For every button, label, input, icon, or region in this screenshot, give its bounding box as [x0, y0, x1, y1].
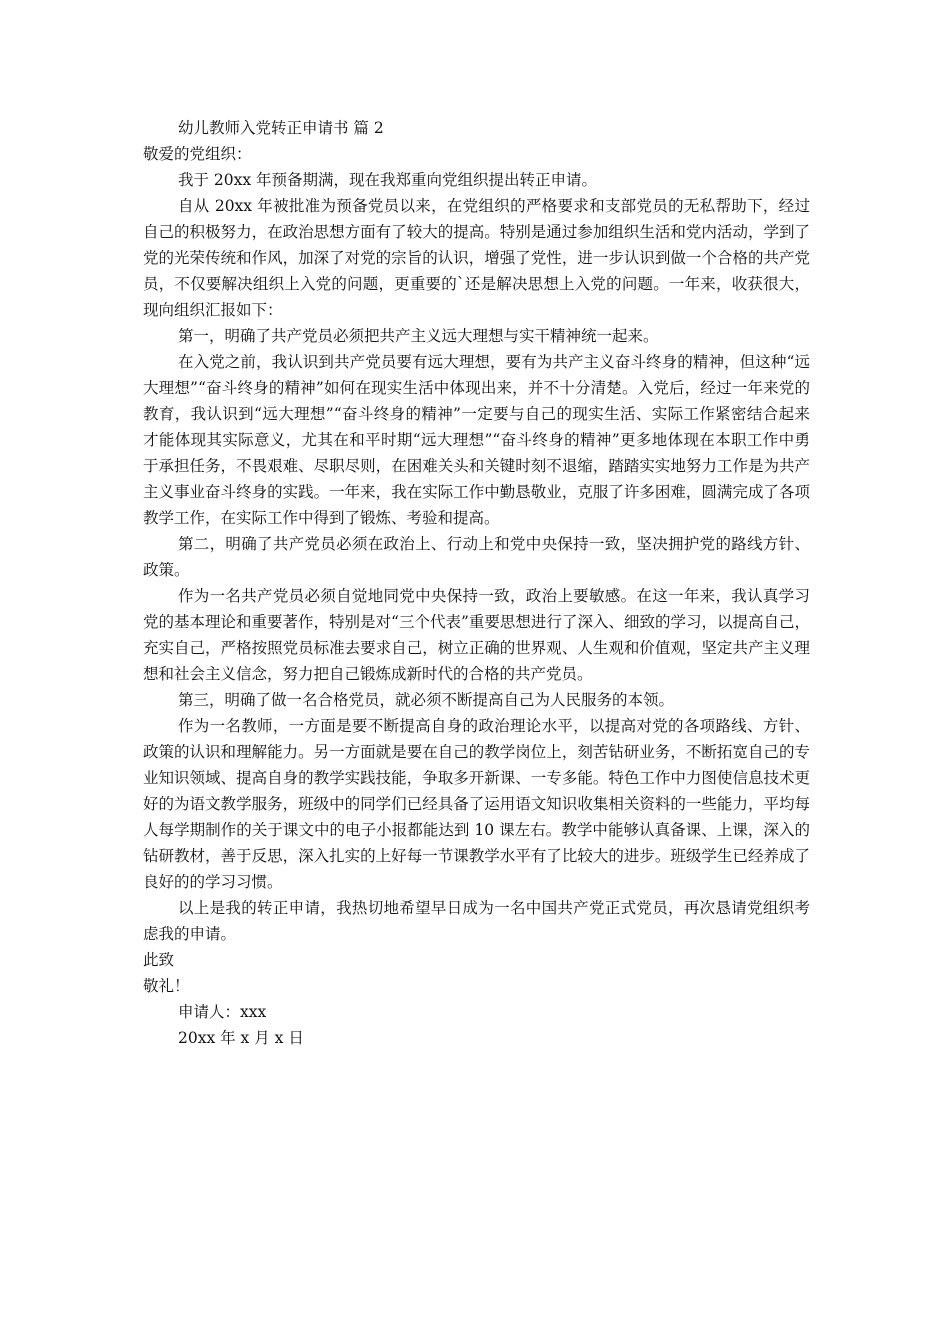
paragraph: 作为一名教师，一方面是要不断提高自身的政治理论水平，以提高对党的各项路线、方针、政策的认识和理解能力。另一方面就是要在自己的教学岗位上，刻苦钻研业务，不断拓宽自己的专业知识领域、提高自身的教学实践技能，争取多开新课、一专多能。特色工作中力图使信息技术更好的为语文教学服务，班级中的同学们已经具备了运用语文知识收集相关资料的一些能力，平均每人每学期制作的关于课文中的电子小报都能达到 10 课左右。教学中能够认真备课、上课，深入的钻研教材，善于反思，深入扎实的上好每一节课教学水平有了比较大的进步。班级学生已经养成了良好的的学习习惯。	[143, 717, 810, 891]
closing-line-1: 此致	[143, 951, 175, 969]
paragraph: 作为一名共产党员必须自觉地同党中央保持一致，政治上要敏感。在这一年来，我认真学习党的基本理论和重要著作，特别是对“三个代表”重要思想进行了深入、细致的学习，以提高自己，充实自己，严格按照党员标准去要求自己，树立正确的世界观、人生观和价值观，坚定共产主义理想和社会主义信念，努力把自己锻炼成新时代的合格的共产党员。	[143, 587, 810, 683]
document-title: 幼儿教师入党转正申请书 篇 2	[178, 119, 384, 137]
date-line: 20xx 年 x 月 x 日	[178, 1029, 304, 1047]
document-body	[143, 115, 810, 1051]
paragraph: 自从 20xx 年被批准为预备党员以来，在党组织的严格要求和支部党员的无私帮助下，经过自己的积极努力，在政治思想方面有了较大的提高。特别是通过参加组织生活和党内活动，学到了党的光荣传统和作风，加深了对党的宗旨的认识，增强了党性，进一步认识到做一个合格的共产党员，不仅要解决组织上入党的问题，更重要的`还是解决思想上入党的问题。一年来，收获很大，现向组织汇报如下：	[143, 197, 810, 319]
paragraph: 我于 20xx 年预备期满，现在我郑重向党组织提出转正申请。	[178, 171, 598, 189]
paragraph: 在入党之前，我认识到共产党员要有远大理想，要有为共产主义奋斗终身的精神，但这种“远大理想”“奋斗终身的精神”如何在现实生活中体现出来，并不十分清楚。入党后，经过一年来党的教育，我认识到“远大理想”“奋斗终身的精神”一定要与自己的现实生活、实际工作紧密结合起来才能体现其实际意义，尤其在和平时期“远大理想”“奋斗终身的精神”更多地体现在本职工作中勇于承担任务，不畏艰难、尽职尽则，在困难关头和关键时刻不退缩，踏踏实实地努力工作是为共产主义事业奋斗终身的实践。一年来，我在实际工作中勤恳敬业，克服了许多困难，圆满完成了各项教学工作，在实际工作中得到了锻炼、考验和提高。	[143, 353, 810, 527]
paragraph: 第二，明确了共产党员必须在政治上、行动上和党中央保持一致，坚决拥护党的路线方针、政策。	[143, 535, 810, 579]
paragraph: 以上是我的转正申请，我热切地希望早日成为一名中国共产党正式党员，再次恳请党组织考虑我的申请。	[143, 899, 810, 943]
paragraph: 第三，明确了做一名合格党员，就必须不断提高自己为人民服务的本领。	[178, 691, 675, 709]
applicant-signature: 申请人：xxx	[178, 1003, 267, 1021]
closing-line-2: 敬礼！	[143, 977, 190, 995]
salutation: 敬爱的党组织：	[143, 145, 252, 163]
paragraph: 第一，明确了共产党员必须把共产主义远大理想与实干精神统一起来。	[178, 327, 659, 345]
